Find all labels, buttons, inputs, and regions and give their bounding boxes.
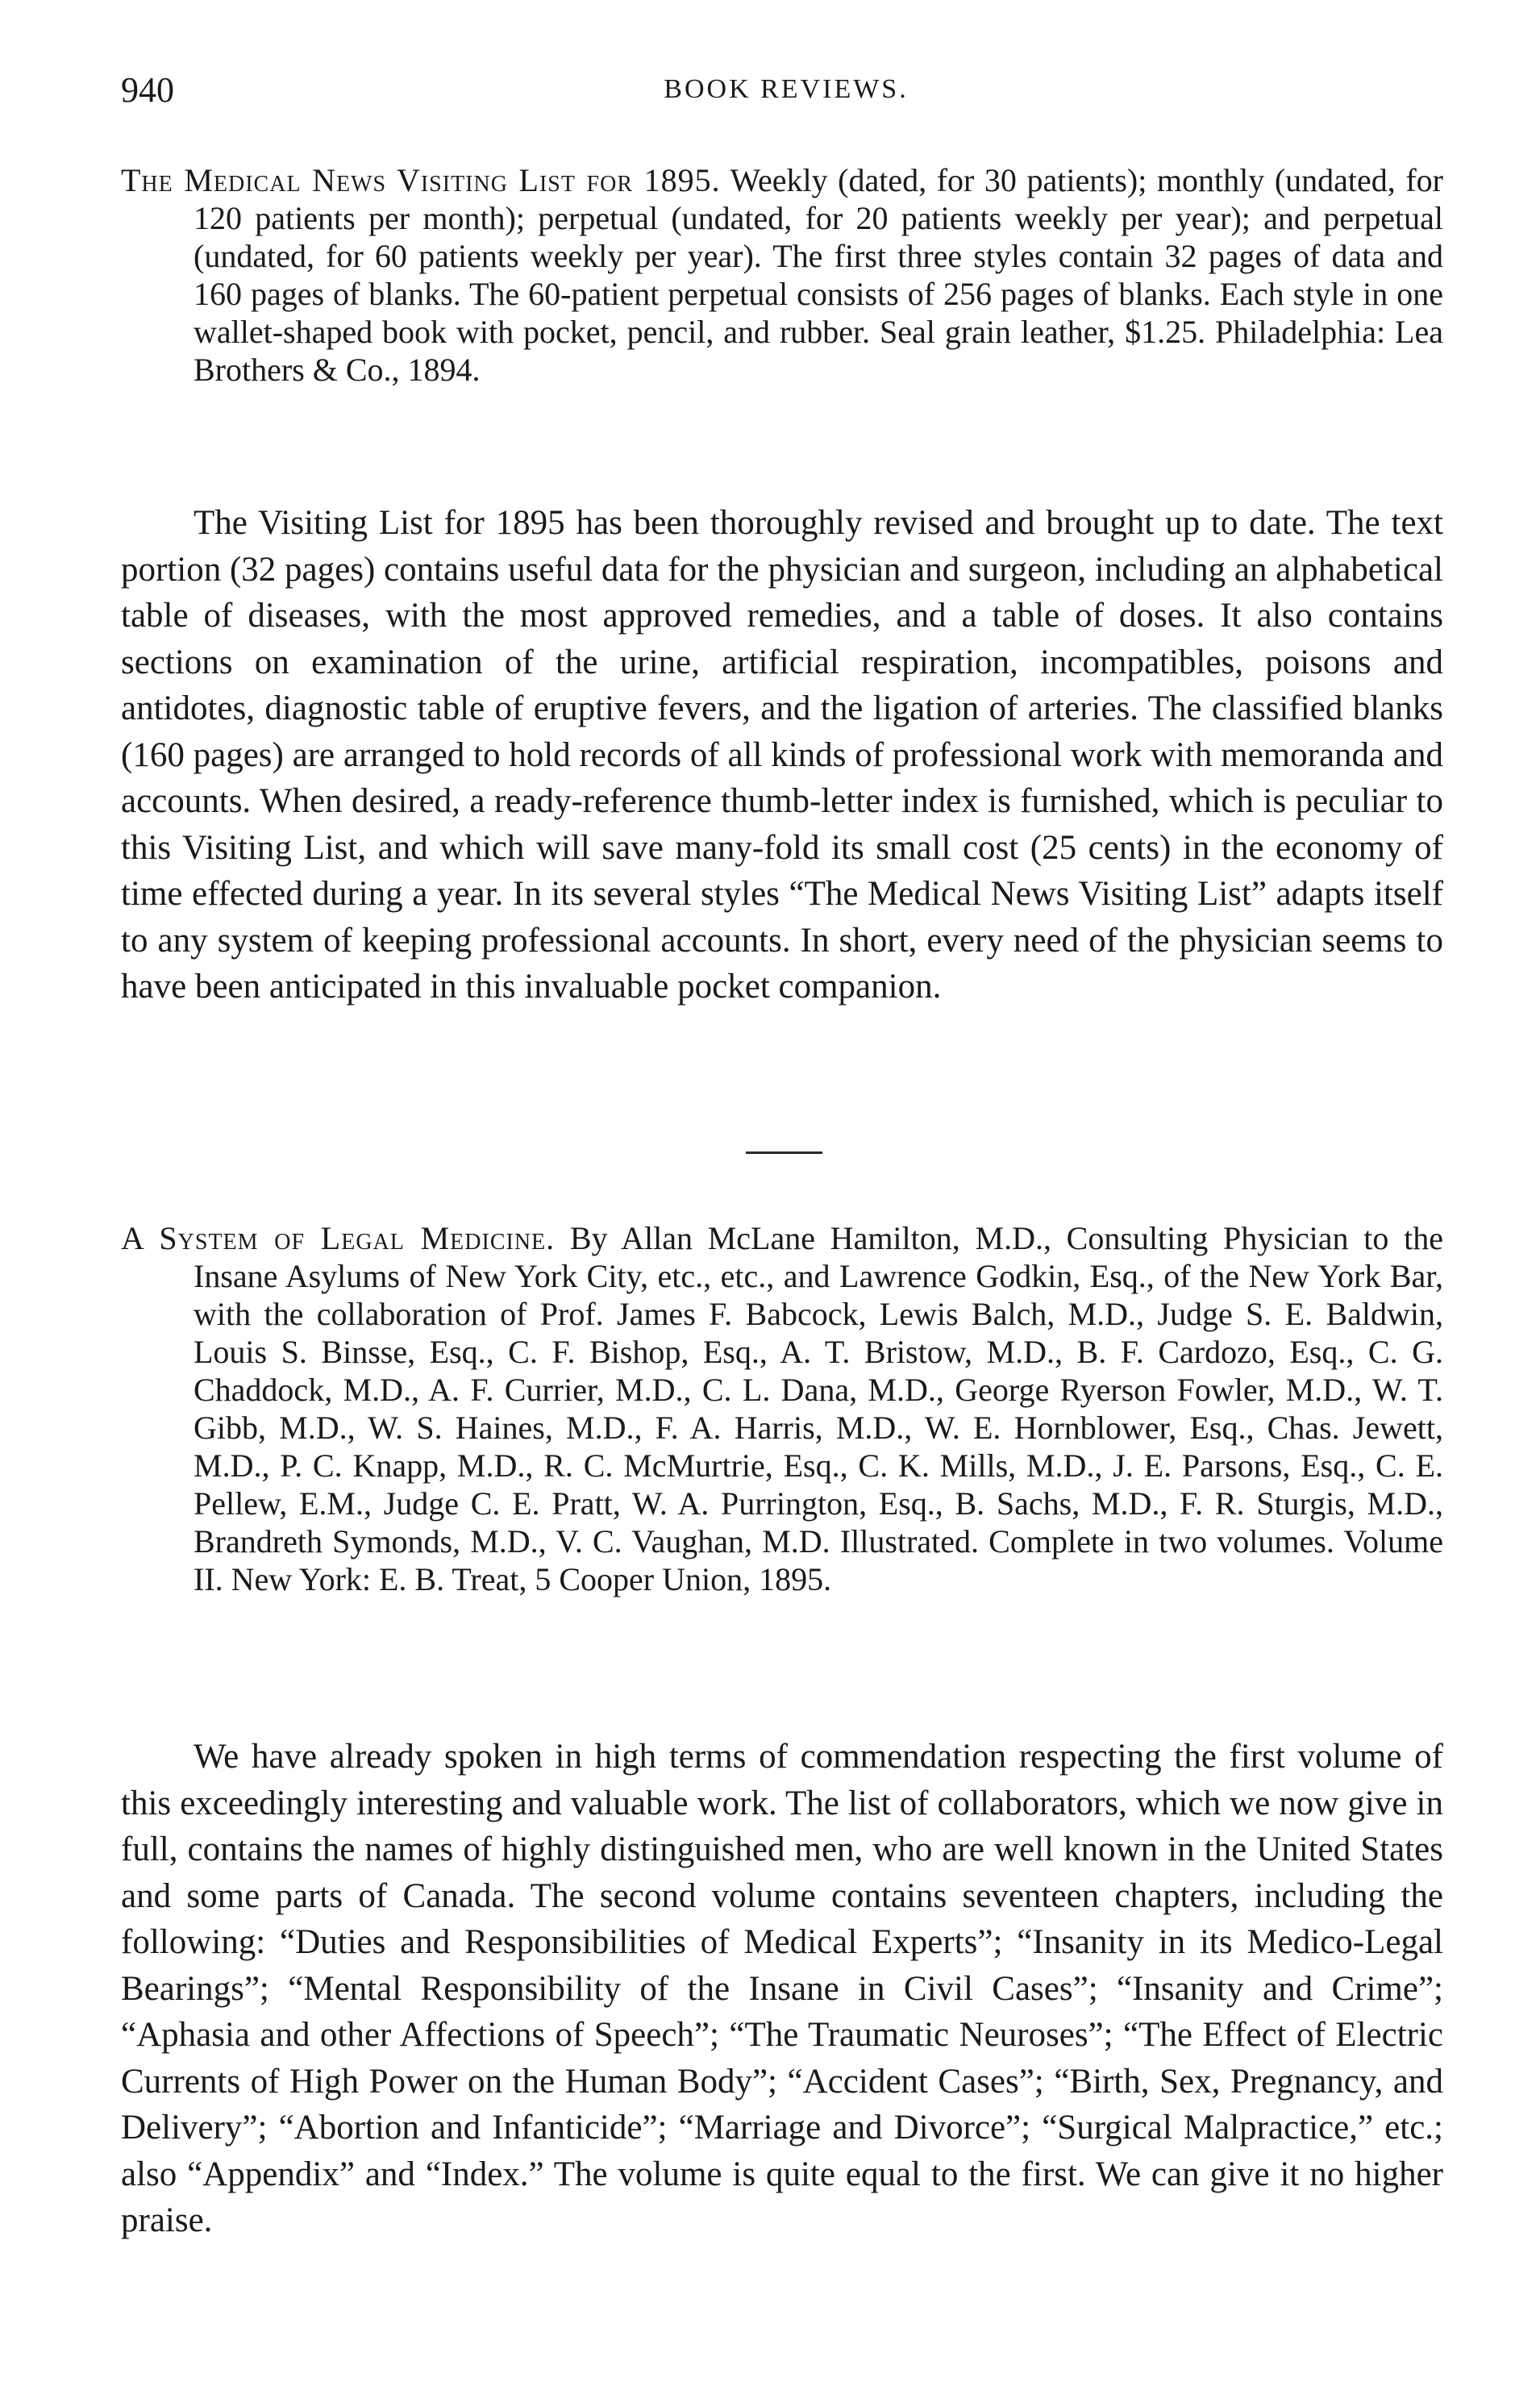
review-citation-medical-news-visiting-list [121, 161, 1443, 389]
review-body-medical-news-visiting-list: The Visiting List for 1895 has been thoroughly revised and brought up to date. The text portion (32 pages) contains useful data for the physician and surgeon, including an alphabetical table of diseases, with the most approved remedies, and a table of doses. It also contains sections on examination of the urine, artificial respiration, incompatibles, poisons and antidotes, diagnostic table of eruptive fevers, and the ligation of arteries. The classified blanks (160 pages) are arranged to hold records of all kinds of professional work with memoranda and accounts. When desired, a ready-reference thumb-letter index is furnished, which is peculiar to this Visiting List, and which will save many-fold its small cost (25 cents) in the economy of time effected during a year. In its several styles “The Medical News Visiting List” adapts itself to any system of keeping professional accounts. In short, every need of the physician seems to have been anticipated in this invaluable pocket companion. [121, 504, 1443, 1006]
section-divider [746, 1151, 822, 1154]
citation-title: The Medical News Visiting List for 1895. [121, 162, 721, 198]
citation-details: By Allan McLane Hamilton, M.D., Consulting Physician to the Insane Asylums of New York City, etc., etc., and Lawrence Godkin, Esq., of the New York Bar, with the collaboration of Prof. James F. Babcock, Lewis Balch, M.D., Judge S. E. Baldwin, Louis S. Binsse, Esq., C. F. Bishop, Esq., A. T. Bristow, M.D., B. F. Cardozo, Esq., C. G. Chaddock, M.D., A. F. Currier, M.D., C. L. Dana, M.D., George Ryerson Fowler, M.D., W. T. Gibb, M.D., W. S. Haines, M.D., F. A. Harris, M.D., W. E. Hornblower, Esq., Chas. Jewett, M.D., P. C. Knapp, M.D., R. C. McMurtrie, Esq., C. K. Mills, M.D., J. E. Parsons, Esq., C. E. Pellew, E.M., Judge C. E. Pratt, W. A. Purrington, Esq., B. Sachs, M.D., F. R. Sturgis, M.D., Brandreth Symonds, M.D., V. C. Vaughan, M.D. Illustrated. Complete in two volumes. Volume II. New York: E. B. Treat, 5 Cooper Union, 1895. [194, 1220, 1443, 1597]
review-body-system-of-legal-medicine: We have already spoken in high terms of commendation respecting the first volume of this exceedingly interesting and valuable work. The list of collaborators, which we now give in full, contains the names of highly distinguished men, who are well known in the United States and some parts of Canada. The second volume contains seventeen chapters, including the following: “Duties and Responsibilities of Medical Experts”; “Insanity in its Medico-Legal Bearings”; “Mental Responsibility of the Insane in Civil Cases”; “Insanity and Crime”; “Aphasia and other Affections of Speech”; “The Traumatic Neuroses”; “The Effect of Electric Currents of High Power on the Human Body”; “Accident Cases”; “Birth, Sex, Pregnancy, and Delivery”; “Abortion and Infanticide”; “Marriage and Divorce”; “Surgical Malpractice,” etc.; also “Appendix” and “Index.” The volume is quite equal to the first. We can give it no higher praise. [121, 1738, 1443, 2239]
page-number: 940 [121, 70, 174, 110]
citation-title: A System of Legal Medicine. [121, 1220, 556, 1256]
review-citation-system-of-legal-medicine [121, 1219, 1443, 1598]
running-head [121, 69, 1451, 118]
page-header-title: BOOK REVIEWS. [664, 74, 909, 104]
citation-details: Weekly (dated, for 30 patients); monthly (undated, for 120 patients per month); perpetual (undated, for 20 patients weekly per year); and perpetual (undated, for 60 patients weekly per year). The first three styles contain 32 pages of data and 160 pages of blanks. The 60-patient perpetual consists of 256 pages of blanks. Each style in one wallet-shaped book with pocket, pencil, and rubber. Seal grain leather, $1.25. Philadelphia: Lea Brothers & Co., 1894. [194, 162, 1443, 388]
